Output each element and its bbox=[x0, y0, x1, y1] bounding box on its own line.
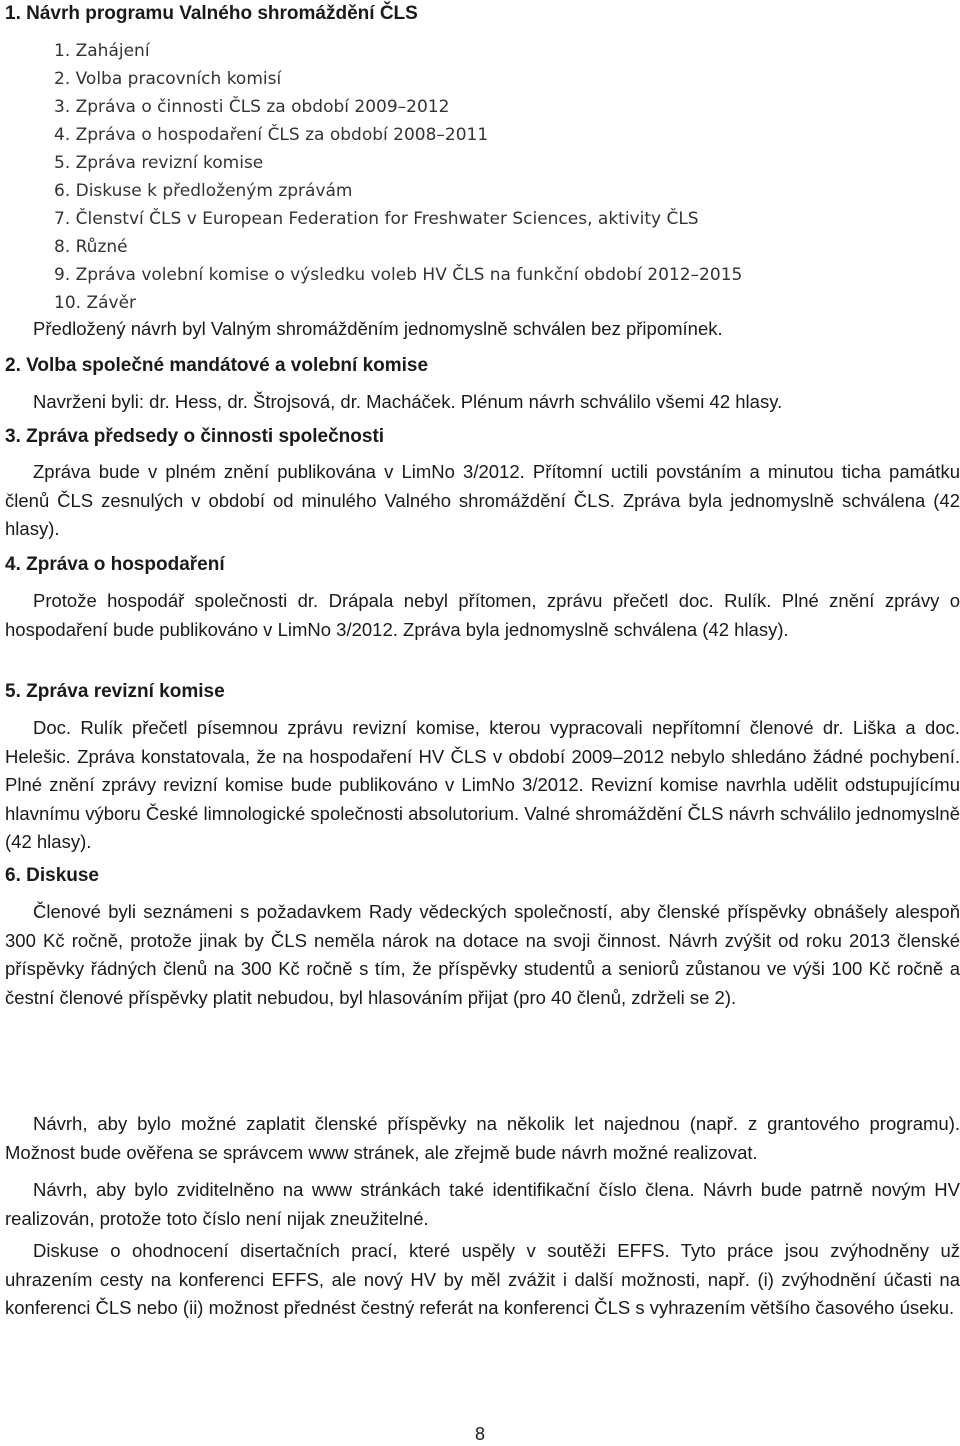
agenda-item: 1. Zahájení bbox=[54, 41, 150, 61]
agenda-item: 5. Zpráva revizní komise bbox=[54, 153, 264, 173]
section-4-heading: 4. Zpráva o hospodaření bbox=[5, 554, 225, 575]
agenda-list bbox=[54, 37, 742, 317]
agenda-item: 9. Zpráva volební komise o výsledku voleb HV ČLS na funkční období 2012–2015 bbox=[54, 265, 743, 285]
agenda-item: 4. Zpráva o hospodaření ČLS za období 2008–2011 bbox=[54, 125, 489, 145]
section-6-heading: 6. Diskuse bbox=[5, 865, 99, 886]
agenda-item: 6. Diskuse k předloženým zprávám bbox=[54, 181, 353, 201]
section-2-heading: 2. Volba společné mandátové a volební komise bbox=[5, 355, 429, 376]
section-4-text: Protože hospodář společnosti dr. Drápala nebyl přítomen, zprávu přečetl doc. Rulík. Plné znění zprávy o hospodaření bude publikováno v LimNo 3/2012. Zpráva byla jednomyslně schválena (42 hlasy). bbox=[5, 590, 960, 640]
agenda-item: 8. Různé bbox=[54, 237, 128, 257]
section-5-text: Doc. Rulík přečetl písemnou zprávu revizní komise, kterou vypracovali nepřítomní členové dr. Liška a doc. Helešic. Zpráva konstatovala, že na hospodaření HV ČLS v období 2009–2012 nebylo shledáno žádné pochybení. Plné znění zprávy revizní komise bude publikováno v LimNo 3/2012. Revizní komise navrhla udělit odstupujícímu hlavnímu výboru České limnologické společnosti absolutorium. Valné shromáždění ČLS návrh schválilo jednomyslně (42 hlasy). bbox=[5, 717, 960, 853]
agenda-item: 7. Členství ČLS v European Federation for Freshwater Sciences, aktivity ČLS bbox=[54, 209, 699, 229]
discussion-paragraph: Členové byli seznámeni s požadavkem Rady vědeckých společností, aby členské příspěvky obnášely alespoň 300 Kč ročně, protože jinak by ČLS neměla nárok na dotace na svoji činnost. Návrh zvýšit od roku 2013 členské příspěvky řádných členů na 300 Kč ročně s tím, že příspěvky studentů a seniorů zůstanou ve výši 100 Kč ročně a čestní členové příspěvky platit nebudou, byl hlasováním přijat (pro 40 členů, zdrželi se 2). bbox=[5, 901, 960, 1008]
section-3-text: Zpráva bude v plném znění publikována v LimNo 3/2012. Přítomní uctili povstáním a minutou ticha památku členů ČLS zesnulých v období od minulého Valného shromáždění ČLS. Zpráva byla jednomyslně schválena (42 hlasy). bbox=[5, 461, 960, 540]
agenda-item: 2. Volba pracovních komisí bbox=[54, 69, 282, 89]
section-5-heading: 5. Zpráva revizní komise bbox=[5, 681, 225, 702]
section-1-heading: 1. Návrh programu Valného shromáždění ČLS bbox=[5, 3, 418, 24]
discussion-paragraph: Diskuse o ohodnocení disertačních prací, které uspěly v soutěži EFFS. Tyto práce jsou zvýhodněny už uhrazením cesty na konferenci EFFS, ale nový HV by měl zvážit i další možnosti, např. (i) zvýhodnění účasti na konferenci ČLS nebo (ii) možnost přednést čestný referát na konferenci ČLS s vyhrazením většího časového úseku. bbox=[5, 1240, 960, 1319]
section-3-heading: 3. Zpráva předsedy o činnosti společnosti bbox=[5, 426, 385, 447]
section-2-text: Navrženi byli: dr. Hess, dr. Štrojsová, dr. Macháček. Plénum návrh schválilo všemi 42 hlasy. bbox=[33, 391, 783, 412]
discussion-paragraph: Návrh, aby bylo zviditelněno na www stránkách také identifikační číslo člena. Návrh bude patrně novým HV realizován, protože toto číslo není nijak zneužitelné. bbox=[5, 1179, 960, 1229]
agenda-item: 10. Závěr bbox=[54, 293, 137, 313]
section-1-text: Předložený návrh byl Valným shromážděním jednomyslně schválen bez připomínek. bbox=[33, 318, 723, 339]
agenda-item: 3. Zpráva o činnosti ČLS za období 2009–2012 bbox=[54, 97, 450, 117]
page-number: 8 bbox=[474, 1424, 485, 1444]
discussion-paragraph: Návrh, aby bylo možné zaplatit členské příspěvky na několik let najednou (např. z grantového programu). Možnost bude ověřena se správcem www stránek, ale zřejmě bude návrh možné realizovat. bbox=[5, 1113, 960, 1163]
